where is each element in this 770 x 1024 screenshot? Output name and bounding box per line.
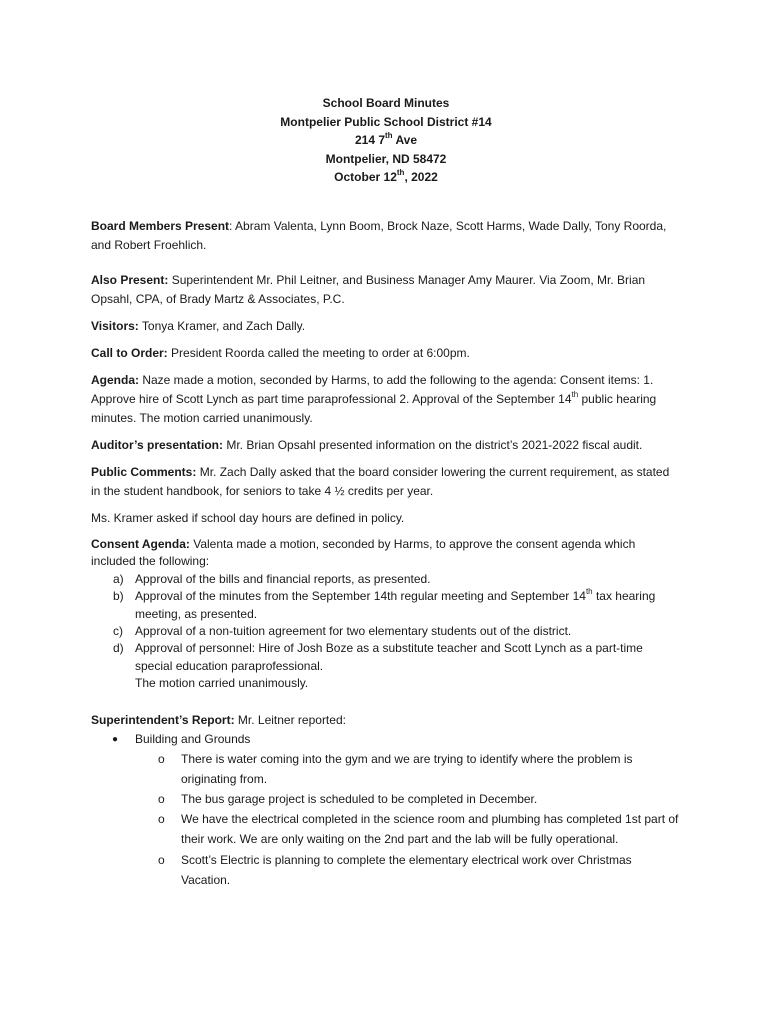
district-name: Montpelier Public School District #14 [280, 114, 492, 129]
consent-agenda-label: Consent Agenda: [91, 536, 190, 551]
list-item: b) Approval of the minutes from the September 14th regular meeting and September 14th tax hearing meeting, as presented. [113, 587, 656, 621]
visitors-label: Visitors: [91, 318, 139, 333]
agenda-label: Agenda: [91, 372, 139, 387]
superintendent-report-paragraph: Superintendent’s Report: Mr. Leitner reported: [91, 712, 346, 727]
circle-bullet-icon: o [158, 852, 165, 867]
circle-bullet-icon: o [158, 751, 165, 766]
public-comments-label: Public Comments: [91, 464, 197, 479]
call-to-order-label: Call to Order: [91, 345, 168, 360]
board-members-label: Board Members Present [91, 218, 230, 233]
auditor-paragraph: Auditor’s presentation: Mr. Brian Opsahl presented information on the district’s 2021-2022 fiscal audit. [91, 437, 643, 452]
motion-carried-note: The motion carried unanimously. [135, 676, 309, 691]
list-item: o Scott’s Electric is planning to complete the elementary electrical work over Christmas Vacation. [91, 850, 681, 890]
public-comments-paragraph: Public Comments: Mr. Zach Dally asked that the board consider lowering the current requirement, as stated in the student handbook, for seniors to take 4 ½ credits per year. [91, 464, 670, 498]
circle-bullet-icon: o [158, 812, 165, 827]
call-to-order-paragraph: Call to Order: President Roorda called the meeting to order at 6:00pm. [91, 345, 470, 360]
district-city: Montpelier, ND 58472 [325, 151, 447, 166]
also-present-label: Also Present: [91, 272, 169, 287]
kramer-comment-paragraph: Ms. Kramer asked if school day hours are defined in policy. [91, 510, 405, 525]
list-item: o There is water coming into the gym and we are trying to identify where the problem is originating from. [91, 749, 681, 789]
list-item: ● Building and Grounds [91, 730, 681, 749]
list-item: a) Approval of the bills and financial reports, as presented. [113, 571, 431, 586]
list-item: c) Approval of a non-tuition agreement for two elementary students out of the district. [113, 624, 572, 638]
consent-agenda-list [91, 571, 681, 675]
board-members-paragraph: Board Members Present: Abram Valenta, Lynn Boom, Brock Naze, Scott Harms, Wade Dally, Tony Roorda, and Robert Froehlich. [91, 218, 667, 252]
circle-bullet-icon: o [158, 792, 165, 807]
document-title: School Board Minutes [322, 96, 450, 110]
bullet-icon: ● [112, 733, 119, 745]
also-present-paragraph: Also Present: Superintendent Mr. Phil Leitner, and Business Manager Amy Maurer. Via Zoom, Mr. Brian Opsahl, CPA, of Brady Martz & Associates, P.C. [91, 272, 646, 306]
agenda-paragraph: Agenda: Naze made a motion, seconded by Harms, to add the following to the agenda: Consent items: 1. Approve hire of Scott Lynch as part time paraprofessional 2. Approval of the September 14th public hearing minutes. The motion carried unanimously. [91, 372, 657, 425]
consent-agenda-paragraph: Consent Agenda: Valenta made a motion, seconded by Harms, to approve the consent agenda which included the following: [91, 536, 636, 569]
district-address: 214 7th Ave [354, 131, 418, 148]
list-item: o We have the electrical completed in the science room and plumbing has completed 1st part of their work. We are only waiting on the 2nd part and the lab will be fully operational. [91, 809, 681, 849]
visitors-paragraph: Visitors: Tonya Kramer, and Zach Dally. [91, 318, 306, 333]
document-header [91, 94, 681, 187]
auditor-label: Auditor’s presentation: [91, 437, 224, 452]
meeting-date: October 12th, 2022 [334, 168, 438, 185]
minutes-page [91, 94, 681, 890]
list-item: d) Approval of personnel: Hire of Josh Boze as a substitute teacher and Scott Lynch as a part-time special education paraprofessional. [113, 641, 643, 673]
list-item: o The bus garage project is scheduled to be completed in December. [91, 789, 681, 809]
superintendent-report-label: Superintendent’s Report: [91, 712, 235, 727]
